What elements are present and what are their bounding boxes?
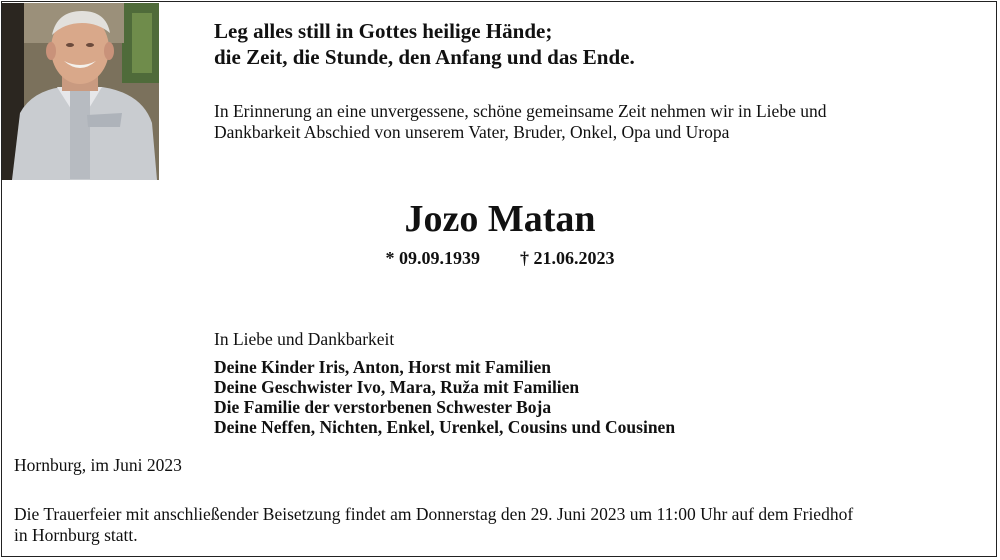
birth-date: * 09.09.1939 [385,248,480,268]
deceased-name: Jozo Matan [404,198,596,240]
quote-line-1: Leg alles still in Gottes heilige Hände; [214,19,553,43]
mourners-list [214,357,675,437]
signature-intro: In Liebe und Dankbarkeit [214,329,395,349]
quote-line-2: die Zeit, die Stunde, den Anfang und das Ende. [214,45,635,69]
funeral-line-1: Die Trauerfeier mit anschließender Beisetzung findet am Donnerstag den 29. Juni 2023 um 11:00 Uhr auf dem Friedhof [14,504,854,524]
intro-line-2: Dankbarkeit Abschied von unserem Vater, Bruder, Onkel, Opa und Uropa [214,122,730,142]
mourner-line: Deine Neffen, Nichten, Enkel, Urenkel, Cousins und Cousinen [214,417,676,437]
intro-line-1: In Erinnerung an eine unvergessene, schöne gemeinsame Zeit nehmen wir in Liebe und [214,101,827,121]
life-dates [0,247,1000,269]
funeral-line-2: in Hornburg statt. [14,525,138,545]
mourner-line: Die Familie der verstorbenen Schwester Boja [214,397,552,417]
death-date: † 21.06.2023 [520,248,615,268]
place-and-date: Hornburg, im Juni 2023 [14,455,182,475]
mourner-line: Deine Geschwister Ivo, Mara, Ruža mit Familien [214,377,580,397]
mourner-line: Deine Kinder Iris, Anton, Horst mit Familien [214,357,552,377]
funeral-notice [14,504,984,546]
portrait-photo [2,3,159,180]
memorial-quote [214,18,635,70]
intro-text [214,101,826,143]
